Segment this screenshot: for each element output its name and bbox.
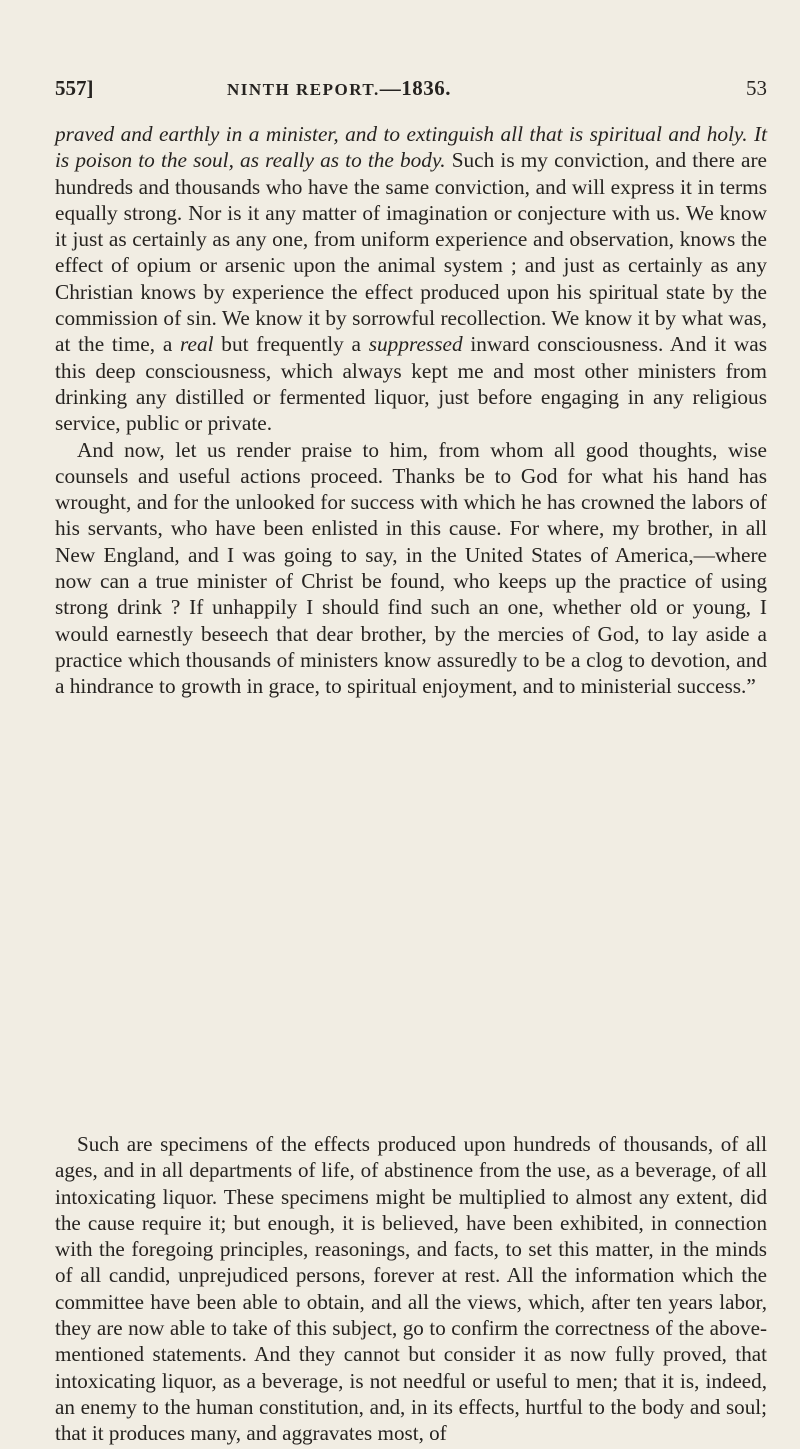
- quote-italic-opening: praved and earthly in a minister, and to extinguish all that is spiritual and holy. It is poison to the soul, as really as to the body.: [55, 122, 767, 173]
- quote-text: but frequently a: [213, 332, 369, 357]
- running-title-text: NINTH REPORT.: [227, 80, 380, 99]
- running-title-year: —1836.: [379, 76, 451, 100]
- page-reference: 557]: [55, 76, 94, 100]
- page-number: 53: [746, 76, 767, 100]
- quote-italic-suppressed: suppressed: [368, 332, 463, 357]
- running-head: [55, 76, 767, 108]
- report-paragraph: Such are specimens of the effects produced upon hundreds of thousands, of all ages, and in all departments of life, of abstinence from the use, as a beverage, of all intoxicating liquor. These specimens might be multiplied to almost any extent, did the cause require it; but enough, it is believed, have been exhibited, in connection with the foregoing principles, reasonings, and facts, to set this matter, in the minds of all candid, unprejudiced persons, forever at rest. All the information which the committee have been able to obtain, and all the views, which, after ten years labor, they are now able to take of this subject, go to confirm the correctness of the above-mentioned statements. And they cannot but consider it as now fully proved, that intoxicating liquor, as a beverage, is not needful or useful to men; that it is, indeed, an enemy to the human constitution, and, in its effects, hurtful to the body and soul; that it produces many, and aggravates most, of: [55, 1132, 767, 1446]
- quote-paragraph-1: [55, 121, 767, 437]
- running-title: [227, 76, 451, 101]
- quote-italic-real: real: [180, 332, 214, 357]
- quote-text: inward consciousness. And it was this deep consciousness, which always kept me and most other ministers from drinking any distilled or fermented liquor, just before engaging in any religious service, public or private.: [55, 332, 767, 436]
- quote-paragraph-2: And now, let us render praise to him, from whom all good thoughts, wise counsels and useful actions proceed. Thanks be to God for what his hand has wrought, and for the unlooked for success with which he has crowned the labors of his servants, who have been enlisted in this cause. For where, my brother, in all New England, and I was going to say, in the United States of America,—where now can a true minister of Christ be found, who keeps up the practice of using strong drink ? If unhappily I should find such an one, whether old or young, I would earnestly beseech that dear brother, by the mercies of God, to lay aside a practice which thousands of ministers know assuredly to be a clog to devotion, and a hindrance to growth in grace, to spiritual enjoyment, and to ministerial success.”: [55, 437, 767, 699]
- report-body: [55, 1131, 767, 1447]
- quote-text: Such is my conviction, and there are hundreds and thousands who have the same conviction, and will express it in terms equally strong. Nor is it any matter of imagination or conjecture with us. We know it just as certainly as any one, from uniform experience and observation, knows the effect of opium or arsenic upon the animal system ; and just as certainly as any Christian knows by experience the effect produced upon his spiritual state by the commission of sin. We know it by sorrowful recollection. We know it by what was, at the time, a: [55, 148, 767, 357]
- quoted-letter: [55, 121, 767, 700]
